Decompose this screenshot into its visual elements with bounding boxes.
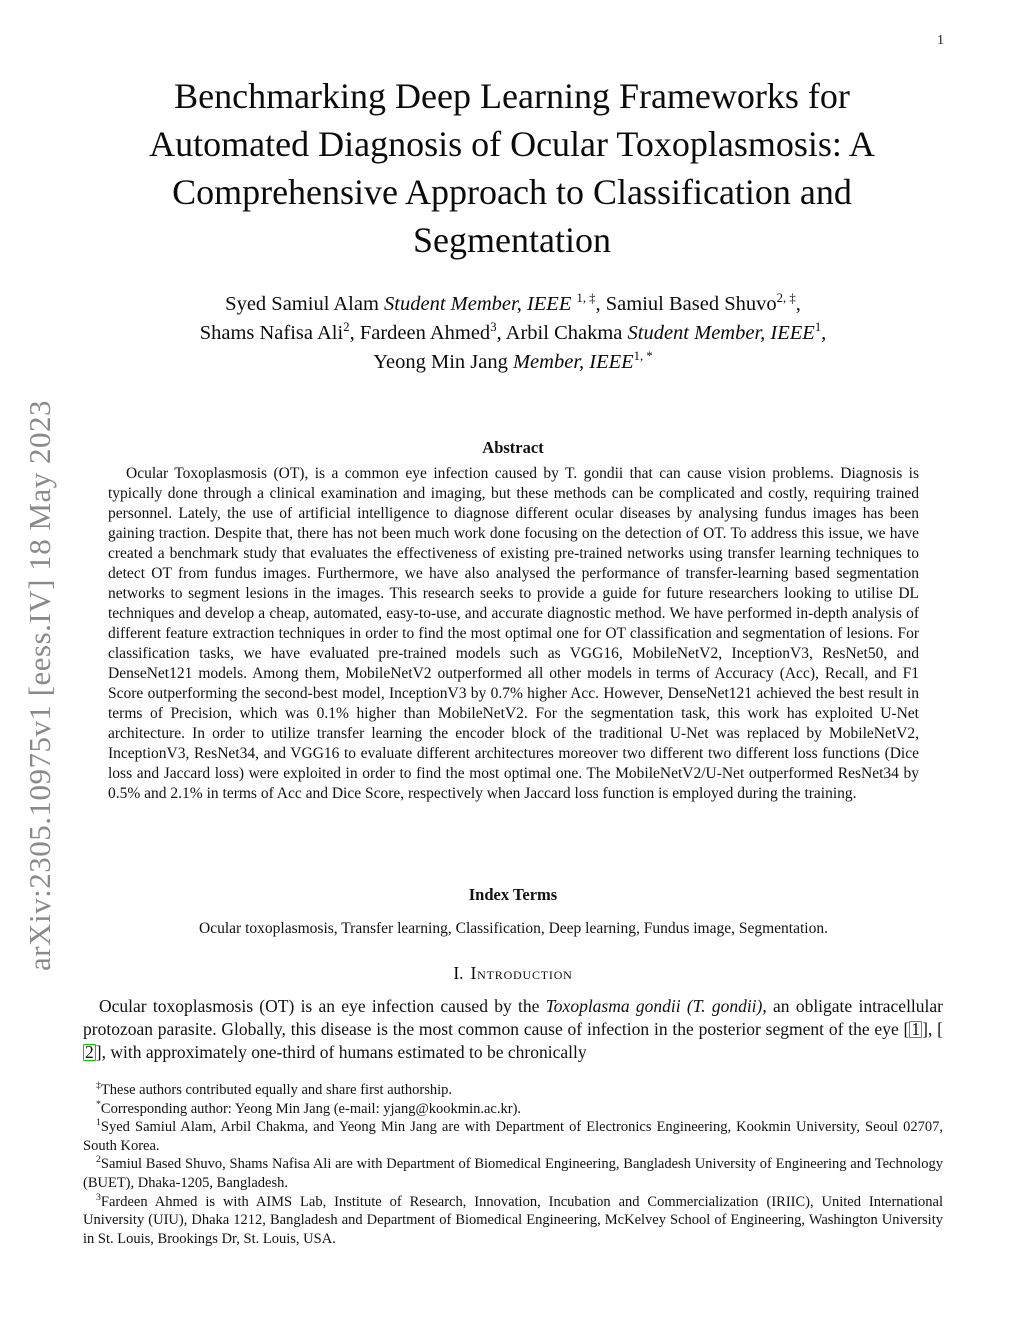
intro-text: , an obligate intracellular protozoan parasite. Globally, this disease is the most common cause of infection in the posterior segment of the eye [ <box>83 996 943 1039</box>
paper-title <box>60 72 964 264</box>
abstract-heading: Abstract <box>482 438 544 457</box>
footnote-marker: * <box>96 1098 101 1110</box>
author-line-1 <box>83 290 943 319</box>
footnote-corresponding-author <box>83 1100 943 1119</box>
author-line-2 <box>83 319 943 348</box>
author-name: Syed Samiul Alam <box>225 293 385 315</box>
footnote-text: Fardeen Ahmed is with AIMS Lab, Institute of Research, Innovation, Incubation and Commercialization (IRIIC), United International University (UIU), Dhaka 1212, Bangladesh and Department of Biomedical Engineering, McKelvey School of Engineering, Washington University in St. Louis, Brookings Dr, St. Louis, USA. <box>83 1193 943 1247</box>
footnote-equal-contribution <box>83 1081 943 1100</box>
authors-block <box>83 290 943 377</box>
author-name: Yeong Min Jang <box>373 351 513 373</box>
title-line-2: Automated Diagnosis of Ocular Toxoplasmosis: A <box>149 124 875 164</box>
section-heading-introduction <box>83 963 943 984</box>
index-terms-heading: Index Terms <box>468 885 558 904</box>
footnote-text: Syed Samiul Alam, Arbil Chakma, and Yeong Min Jang are with Department of Electronics Engineering, Kookmin University, Seoul 02707, South Korea. <box>83 1119 943 1154</box>
citation-link-1[interactable]: 1 <box>911 1019 921 1039</box>
footnote-text: These authors contributed equally and share first authorship. <box>100 1082 453 1098</box>
author-affiliation-mark: 2, ‡ <box>776 291 796 306</box>
author-affiliation-mark: 1, * <box>633 349 653 364</box>
separator: , <box>821 322 827 344</box>
separator: , <box>795 293 801 315</box>
footnote-marker: 2 <box>96 1154 101 1166</box>
author-role: Member, IEEE <box>512 351 634 373</box>
author-role: Student Member, IEEE <box>384 293 572 315</box>
author-affiliation-mark: 2 <box>343 320 350 335</box>
intro-text: ], [ <box>922 1019 944 1039</box>
species-name-italic: Toxoplasma gondii (T. gondii) <box>545 996 763 1016</box>
footnote-marker: ‡ <box>96 1080 101 1092</box>
author-name: , Fardeen Ahmed <box>349 322 491 344</box>
title-line-1: Benchmarking Deep Learning Frameworks for <box>174 76 850 116</box>
title-line-4: Segmentation <box>413 220 611 260</box>
author-name: , Arbil Chakma <box>496 322 628 344</box>
intro-text: ], with approximately one-third of humans estimated to be chronically <box>95 1042 587 1062</box>
section-numeral: I. <box>453 963 464 983</box>
arxiv-watermark: arXiv:2305.10975v1 [eess.IV] 18 May 2023 <box>22 399 57 971</box>
intro-paragraph <box>83 995 943 1064</box>
author-role: Student Member, IEEE <box>627 322 815 344</box>
intro-text: Ocular toxoplasmosis (OT) is an eye infection caused by the <box>99 996 546 1016</box>
author-name: Shams Nafisa Ali <box>199 322 344 344</box>
footnote-affiliation-3 <box>83 1193 943 1249</box>
footnote-marker: 1 <box>96 1117 101 1129</box>
footnote-affiliation-1 <box>83 1118 943 1155</box>
abstract-text: Ocular Toxoplasmosis (OT), is a common eye infection caused by T. gondii that can cause vision problems. Diagnosis is typically done through a clinical examination and imaging, but these methods can be complicated and costly, requiring trained personnel. Lately, the use of artificial intelligence to diagnose different ocular diseases by analysing fundus images has been gaining traction. Despite that, there has not been much work done focusing on the detection of OT. To address this issue, we have created a benchmark study that evaluates the effectiveness of existing pre-trained networks using transfer learning techniques to detect OT from fundus images. Furthermore, we have also analysed the performance of transfer-learning based segmentation networks to segment lesions in the images. This research seeks to provide a guide for future researchers looking to utilise DL techniques and develop a cheap, automated, easy-to-use, and accurate diagnostic method. We have performed in-depth analysis of different feature extraction techniques in order to find the most optimal one for OT classification and segmentation of lesions. For classification tasks, we have evaluated pre-trained models such as VGG16, MobileNetV2, InceptionV3, ResNet50, and DenseNet121 models. Among them, MobileNetV2 outperformed all other models in terms of Accuracy (Acc), Recall, and F1 Score outperforming the second-best model, InceptionV3 by 0.7% higher Acc. However, DenseNet121 achieved the best result in terms of Precision, which was 0.1% higher than MobileNetV2. For the segmentation task, this work has exploited U-Net architecture. In order to utilize transfer learning the encoder block of the traditional U-Net was replaced by MobileNetV2, InceptionV3, ResNet34, and VGG16 to evaluate different architectures moreover two different two different loss functions (Dice loss and Jaccard loss) were exploited in order to find the most optimal one. The MobileNetV2/U-Net outperformed ResNet34 by 0.5% and 2.1% in terms of Acc and Dice Score, respectively when Jaccard loss function is employed during the training. <box>108 465 919 802</box>
author-affiliation-mark: 3 <box>490 320 497 335</box>
footnote-text: Corresponding author: Yeong Min Jang (e-mail: yjang@kookmin.ac.kr). <box>100 1100 522 1117</box>
section-title: Introduction <box>470 963 573 983</box>
index-terms-text: Ocular toxoplasmosis, Transfer learning, Classification, Deep learning, Fundus image, Segmentation. <box>199 920 828 937</box>
footnote-marker: 3 <box>96 1191 101 1203</box>
page-number: 1 <box>937 33 944 48</box>
title-line-3: Comprehensive Approach to Classification and <box>172 172 852 212</box>
author-affiliation-mark: 1, ‡ <box>576 291 596 306</box>
author-line-3 <box>83 348 943 377</box>
footnote-affiliation-2 <box>83 1155 943 1192</box>
footnotes <box>83 1081 943 1248</box>
author-name: , Samiul Based Shuvo <box>595 293 777 315</box>
author-affiliation-mark: 1 <box>814 320 822 335</box>
citation-link-2[interactable]: 2 <box>85 1042 94 1062</box>
footnote-text: Samiul Based Shuvo, Shams Nafisa Ali are with Department of Biomedical Engineering, Bangladesh University of Engineering and Technology (BUET), Dhaka-1205, Bangladesh. <box>83 1156 943 1191</box>
